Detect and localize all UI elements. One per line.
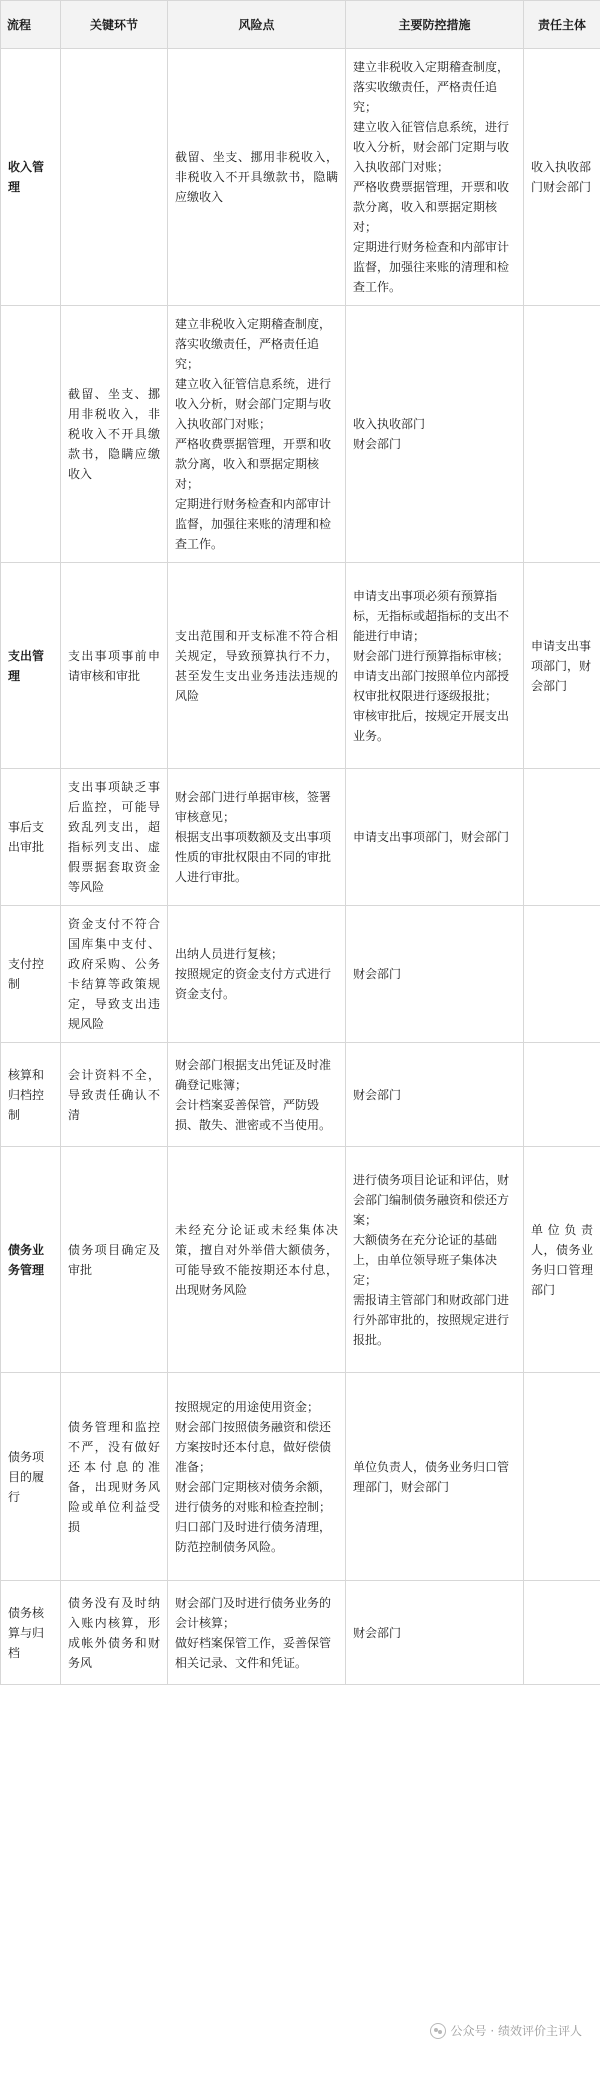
cell-key: 资金支付不符合国库集中支付、政府采购、公务卡结算等政策规定，导致支出违规风险 [61,906,168,1043]
wechat-icon [430,2023,446,2039]
cell-key: 支出事项事前申请审核和审批 [61,563,168,769]
measure-line: 大额债务在充分论证的基础上，由单位领导班子集体决定； [353,1232,498,1287]
risk-line: 建立收入征管信息系统，进行收入分析，财会部门定期与收入执收部门对账； [175,377,332,431]
risk-line: 根据支出事项数额及支出事项性质的审批权限由不同的审批人进行审批。 [175,830,332,884]
watermark [430,2022,582,2039]
measure-line: 定期进行财务检查和内部审计监督，加强往来账的清理和检查工作。 [353,240,510,294]
cell-owner: 单位负责人，债务业务归口管理部门 [524,1147,600,1373]
cell-process: 债务业务管理 [1,1147,61,1373]
risk-line: 财会部门定期核对债务余额，进行债务的对账和检查控制； [175,1479,332,1514]
cell-process: 收入管理 [1,49,61,306]
header-key-link: 关键环节 [61,1,168,49]
risk-line: 定期进行财务检查和内部审计监督，加强往来账的清理和检查工作。 [175,497,332,551]
cell-owner: 申请支出事项部门，财会部门 [524,563,600,769]
cell-risk: 未经充分论证或未经集体决策，擅自对外举借大额债务，可能导致不能按期还本付息，出现财务风险 [168,1147,346,1373]
risk-line: 归口部门及时进行债务清理，防范控制债务风险。 [175,1519,332,1554]
cell-risk [168,1043,346,1147]
table-row [1,306,600,563]
cell-measures [346,1581,524,1685]
cell-key: 债务项目确定及审批 [61,1147,168,1373]
measure-line: 严格收费票据管理，开票和收款分离，收入和票据定期核对； [353,180,510,234]
cell-measures [346,906,524,1043]
cell-process: 核算和归档控制 [1,1043,61,1147]
measure-line: 建立非税收入定期稽查制度，落实收缴责任，严格责任追究； [353,60,510,114]
risk-line: 财会部门按照债务融资和偿还方案按时还本付息，做好偿债准备； [175,1419,332,1474]
cell-process: 支付控制 [1,906,61,1043]
cell-measures [346,563,524,769]
risk-line: 严格收费票据管理，开票和收款分离，收入和票据定期核对； [175,437,332,491]
risk-line: 财会部门根据支出凭证及时准确登记账簿； [175,1057,332,1092]
cell-risk [168,1373,346,1581]
cell-measures [346,49,524,306]
table-row [1,563,600,769]
cell-measures [346,769,524,906]
cell-owner [524,1581,600,1685]
cell-key: 截留、坐支、挪用非税收入，非税收入不开具缴款书，隐瞒应缴收入 [61,306,168,563]
header-measures: 主要防控措施 [346,1,524,49]
cell-owner [524,906,600,1043]
cell-key [61,49,168,306]
cell-process: 事后支出审批 [1,769,61,906]
table-row [1,906,600,1043]
header-risk-point: 风险点 [168,1,346,49]
measure-line: 财会部门 [353,1087,402,1102]
cell-risk: 支出范围和开支标准不符合相关规定，导致预算执行不力，甚至发生支出业务违法违规的风险 [168,563,346,769]
cell-owner [524,769,600,906]
table-row [1,1043,600,1147]
cell-process: 债务核算与归档 [1,1581,61,1685]
risk-line: 会计档案妥善保管，严防毁损、散失、泄密或不当使用。 [175,1097,332,1132]
measure-line: 需报请主管部门和财政部门进行外部审批的，按照规定进行报批。 [353,1292,510,1347]
risk-line: 按照规定的用途使用资金； [175,1399,320,1414]
measure-line: 申请支出事项部门，财会部门 [353,830,510,844]
measure-line: 进行债务项目论证和评估，财会部门编制债务融资和偿还方案； [353,1172,510,1227]
cell-owner [524,1043,600,1147]
measure-line: 审核审批后，按规定开展支出业务。 [353,708,510,743]
cell-risk [168,306,346,563]
cell-owner: 收入执收部门财会部门 [524,49,600,306]
cell-process: 支出管理 [1,563,61,769]
risk-line: 财会部门及时进行债务业务的会计核算； [175,1595,332,1630]
cell-measures [346,1373,524,1581]
cell-key: 支出事项缺乏事后监控，可能导致乱列支出，超指标列支出、虚假票据套取资金等风险 [61,769,168,906]
table-row [1,1581,600,1685]
risk-line: 出纳人员进行复核； [175,947,284,961]
risk-line: 建立非税收入定期稽查制度，落实收缴责任，严格责任追究； [175,317,332,371]
cell-risk [168,906,346,1043]
risk-line: 按照规定的资金支付方式进行资金支付。 [175,967,332,1001]
risk-line: 做好档案保管工作，妥善保管相关记录、文件和凭证。 [175,1635,332,1670]
cell-measures [346,306,524,563]
cell-process [1,306,61,563]
table-row [1,769,600,906]
cell-risk [168,769,346,906]
measure-line: 财会部门 [353,967,402,981]
measure-line: 申请支出事项必须有预算指标，无指标或超指标的支出不能进行申请； [353,588,510,643]
measure-line: 申请支出部门按照单位内部授权审批权限进行逐级报批； [353,668,510,703]
risk-line: 财会部门进行单据审核，签署审核意见； [175,790,332,824]
cell-process: 债务项目的履行 [1,1373,61,1581]
cell-key: 债务没有及时纳入账内核算，形成帐外债务和财务风 [61,1581,168,1685]
header-owner: 责任主体 [524,1,600,49]
measure-line: 收入执收部门 [353,417,426,431]
measure-line: 单位负责人，债务业务归口管理部门，财会部门 [353,1459,510,1494]
cell-measures [346,1043,524,1147]
table-row [1,1147,600,1373]
table-row [1,1373,600,1581]
table-header-row [1,1,600,49]
cell-measures [346,1147,524,1373]
measure-line: 财会部门 [353,1625,402,1640]
cell-owner [524,306,600,563]
cell-key: 会计资料不全，导致责任确认不清 [61,1043,168,1147]
measure-line: 财会部门 [353,437,402,451]
measure-line: 财会部门进行预算指标审核； [353,648,510,663]
cell-risk: 截留、坐支、挪用非税收入，非税收入不开具缴款书，隐瞒应缴收入 [168,49,346,306]
watermark-text: 公众号 · 绩效评价主评人 [450,2024,582,2038]
cell-risk [168,1581,346,1685]
header-process: 流程 [1,1,61,49]
cell-owner [524,1373,600,1581]
cell-key: 债务管理和监控不严，没有做好还本付息的准备，出现财务风险或单位利益受损 [61,1373,168,1581]
table-row [1,49,600,306]
measure-line: 建立收入征管信息系统，进行收入分析，财会部门定期与收入执收部门对账； [353,120,510,174]
